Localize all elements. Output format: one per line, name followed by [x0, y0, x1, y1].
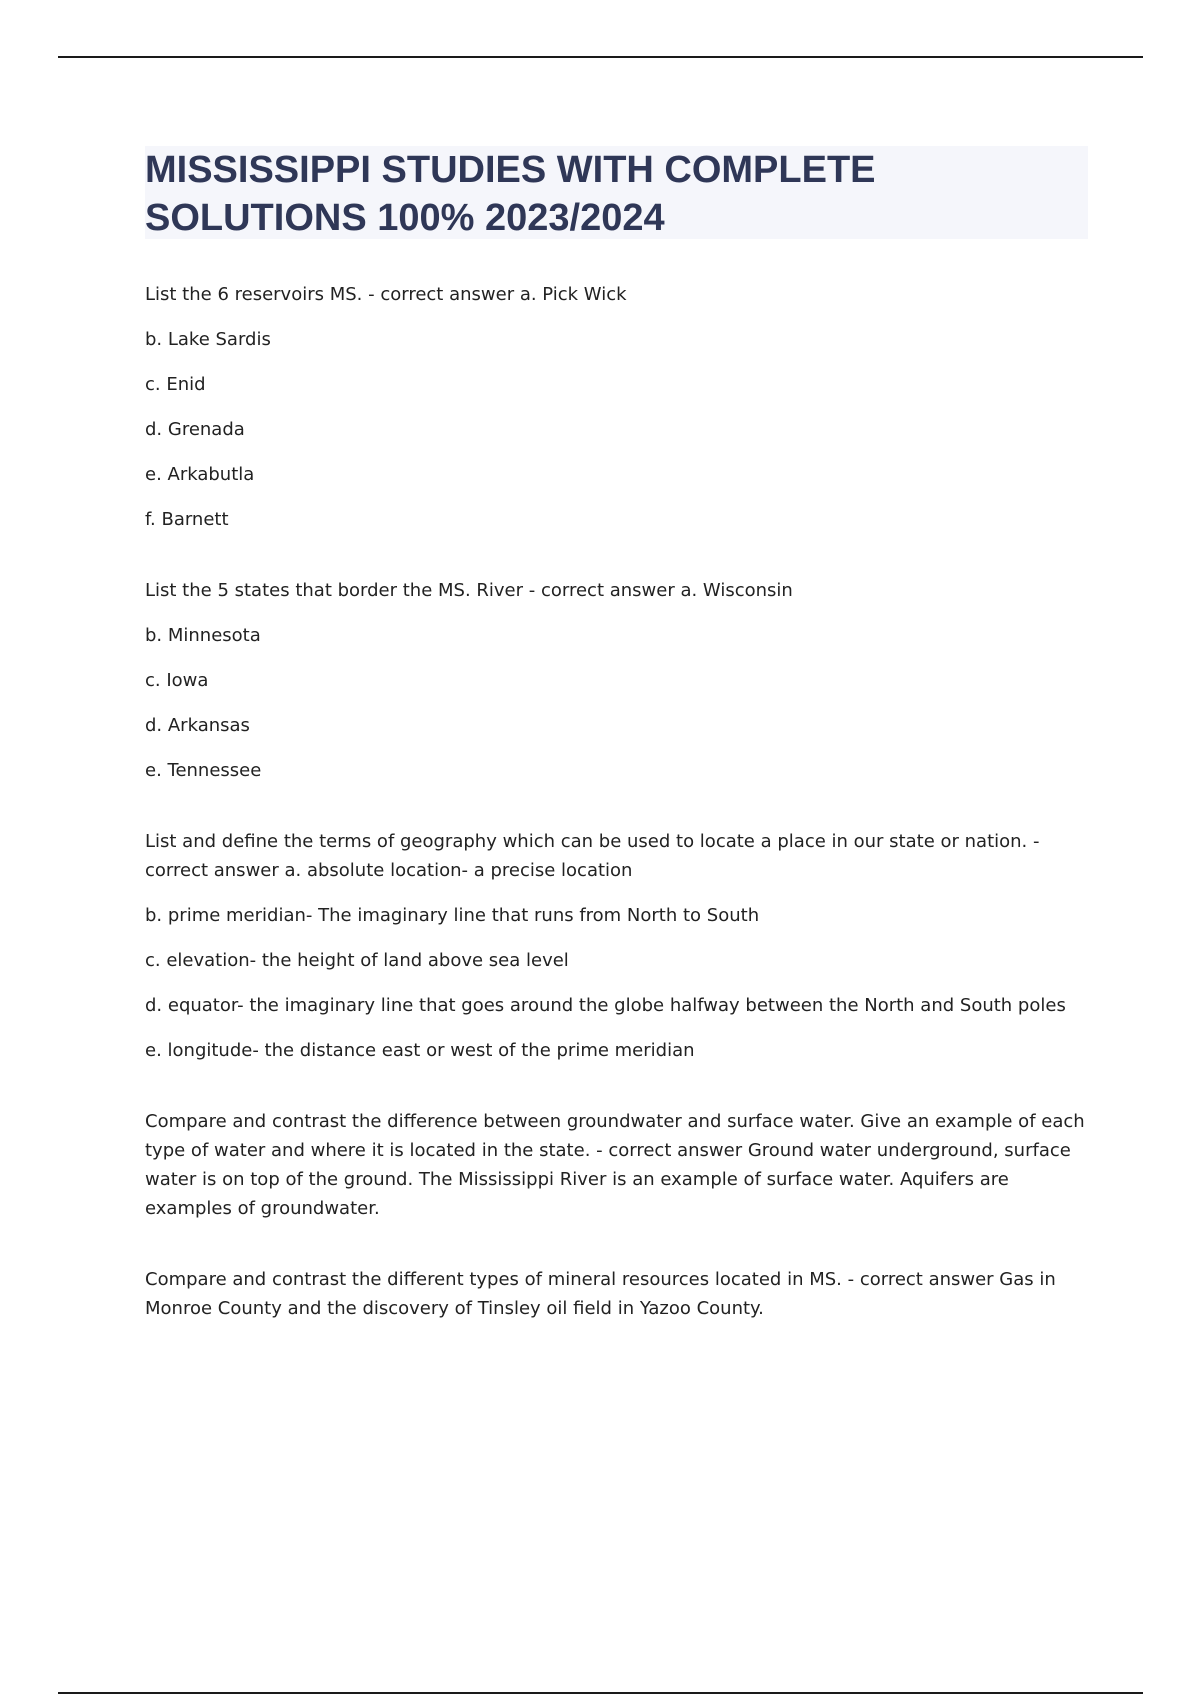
answer-line: d. Arkansas	[145, 715, 250, 736]
document-title: MISSISSIPPI STUDIES WITH COMPLETE SOLUTIONS 100% 2023/2024	[145, 149, 876, 239]
answer-line: d. Grenada	[145, 419, 245, 440]
title-banner	[145, 146, 1088, 239]
answer-line: c. Enid	[145, 374, 206, 395]
answer-line: e. Tennessee	[145, 760, 262, 781]
answer-line: c. Iowa	[145, 670, 209, 691]
question-line: List the 5 states that border the MS. River - correct answer a. Wisconsin	[145, 580, 793, 601]
question-block	[145, 576, 1090, 785]
header-rule	[58, 56, 1143, 58]
question-line: List and define the terms of geography which can be used to locate a place in our state or nation. - correct answer a. absolute location- a precise location	[145, 831, 1040, 881]
question-block	[145, 827, 1090, 1065]
answer-line: b. Minnesota	[145, 625, 261, 646]
question-line: Compare and contrast the different types of mineral resources located in MS. - correct answer Gas in Monroe County and the discovery of Tinsley oil field in Yazoo County.	[145, 1269, 1056, 1319]
answer-line: e. longitude- the distance east or west of the prime meridian	[145, 1040, 695, 1061]
answer-line: b. prime meridian- The imaginary line that runs from North to South	[145, 905, 760, 926]
document-body	[145, 280, 1090, 1365]
answer-line: b. Lake Sardis	[145, 329, 271, 350]
question-block	[145, 1265, 1090, 1323]
question-line: Compare and contrast the difference between groundwater and surface water. Give an example of each type of water and where it is located in the state. - correct answer Ground water underground, surface water is on top of the ground. The Mississippi River is an example of surface water. Aquifers are examples of groundwater.	[145, 1111, 1085, 1219]
answer-line: c. elevation- the height of land above sea level	[145, 950, 569, 971]
answer-line: e. Arkabutla	[145, 464, 255, 485]
question-block	[145, 1107, 1090, 1223]
question-block	[145, 280, 1090, 534]
footer-rule	[58, 1692, 1143, 1694]
answer-line: d. equator- the imaginary line that goes around the globe halfway between the North and South poles	[145, 995, 1066, 1016]
question-line: List the 6 reservoirs MS. - correct answer a. Pick Wick	[145, 284, 627, 305]
answer-line: f. Barnett	[145, 509, 229, 530]
